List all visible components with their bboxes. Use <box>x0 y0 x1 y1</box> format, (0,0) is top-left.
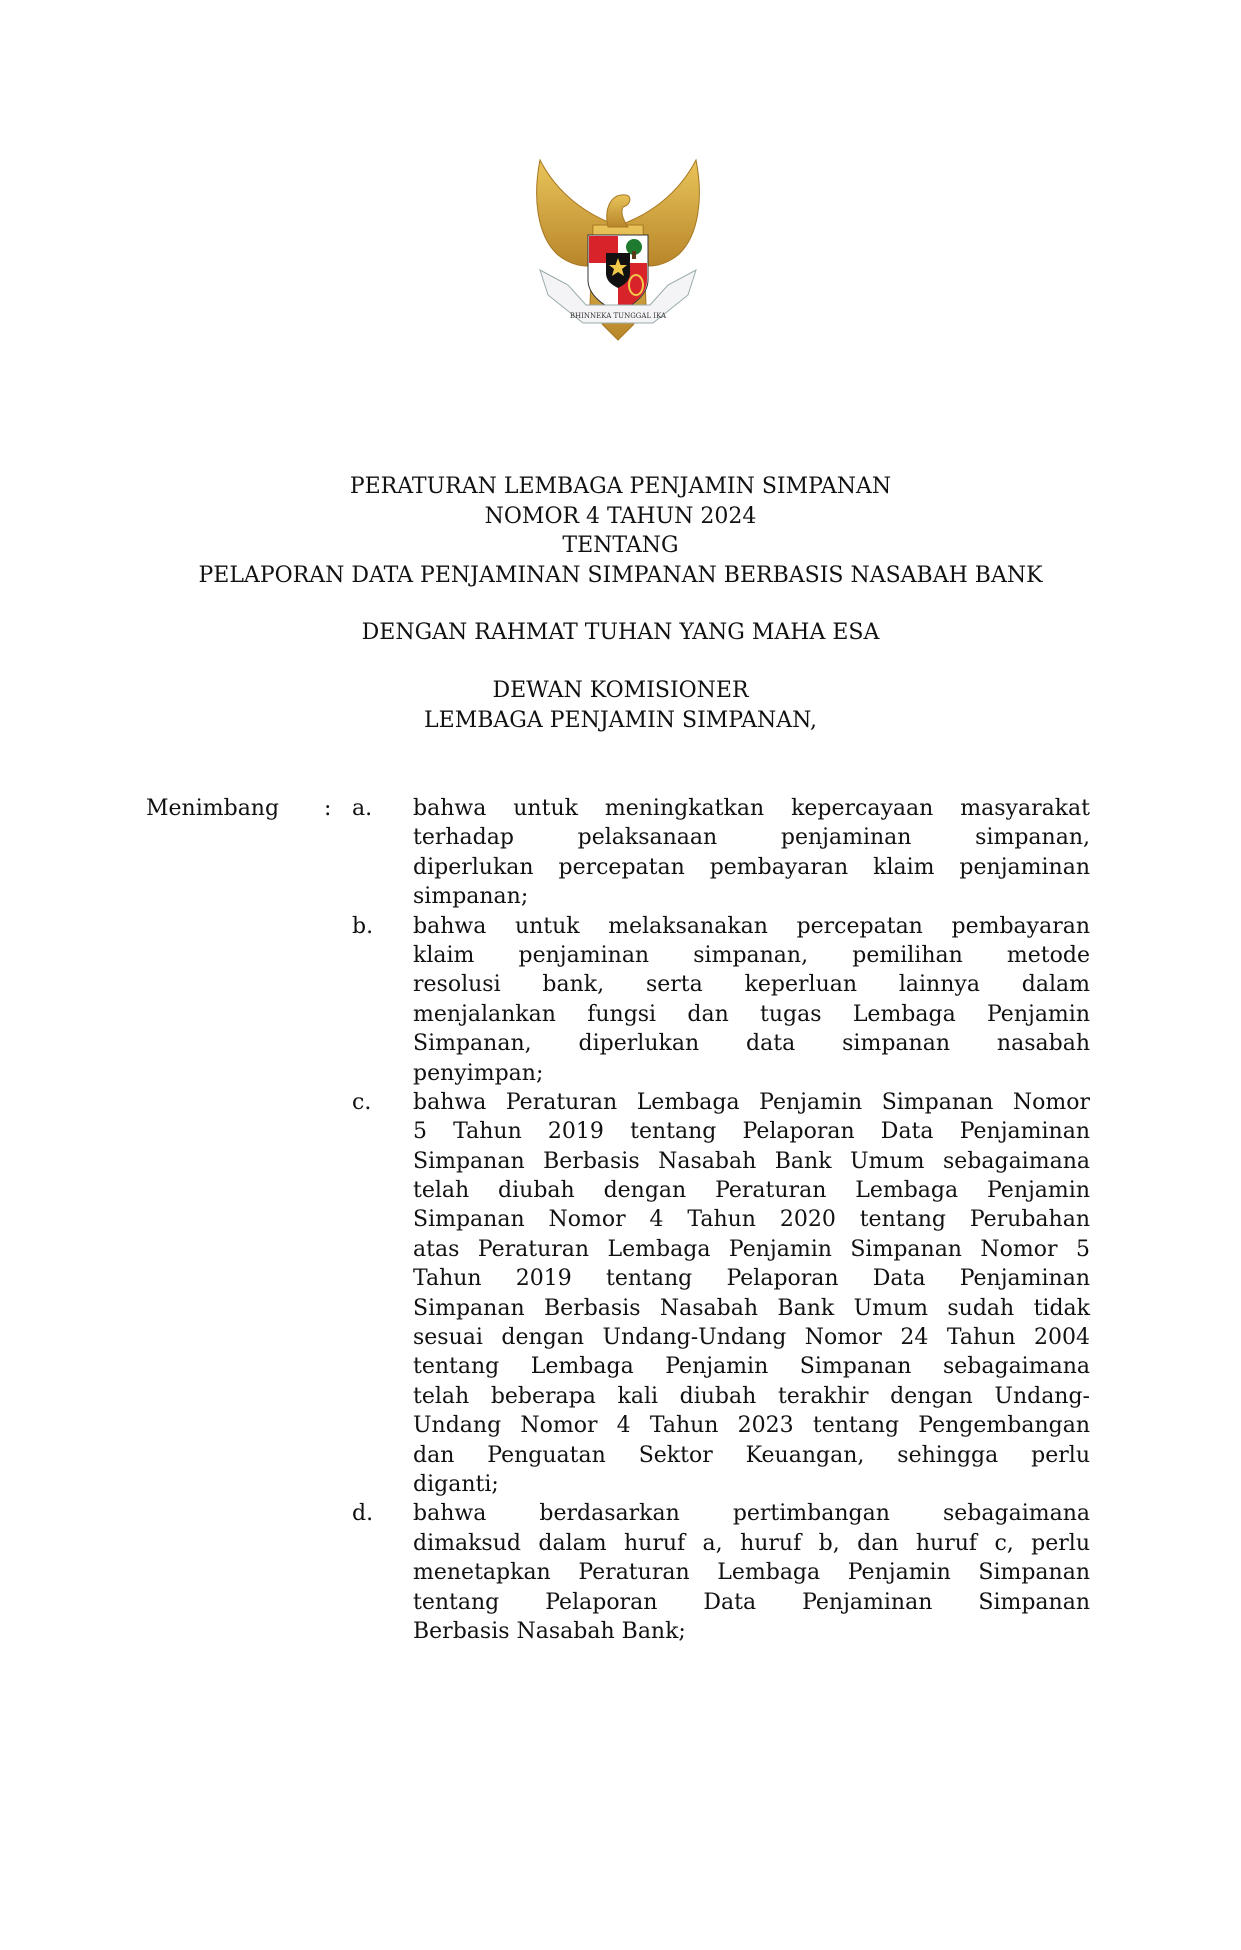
issuer-line-2: LEMBAGA PENJAMIN SIMPANAN, <box>424 707 817 733</box>
item-text-line: Simpanan Berbasis Nasabah Bank Umum sebagaimana <box>413 1148 1090 1174</box>
item-text-line: klaim penjaminan simpanan, pemilihan metode <box>413 942 1090 968</box>
item-text-line: telah diubah dengan Peraturan Lembaga Penjamin <box>413 1178 1090 1204</box>
item-text-line: tentang Lembaga Penjamin Simpanan sebagaimana <box>413 1354 1090 1380</box>
issuer <box>0 676 1241 735</box>
item-text-line: simpanan; <box>413 884 529 910</box>
title-line-2: NOMOR 4 TAHUN 2024 <box>484 503 757 529</box>
item-text-line: menetapkan Peraturan Lembaga Penjamin Simpanan <box>413 1560 1090 1586</box>
item-text-line: bahwa berdasarkan pertimbangan sebagaimana <box>413 1501 1090 1527</box>
issuer-line-1: DEWAN KOMISIONER <box>492 678 749 703</box>
title-line-3: TENTANG <box>562 533 679 558</box>
item-text-line: Simpanan Berbasis Nasabah Bank Umum sudah tidak <box>413 1295 1090 1321</box>
item-text-line: menjalankan fungsi dan tugas Lembaga Penjamin <box>413 1001 1090 1027</box>
item-text-line: atas Peraturan Lembaga Penjamin Simpanan Nomor 5 <box>413 1236 1090 1262</box>
item-text-line: diganti; <box>413 1471 499 1497</box>
item-text-line: penyimpan; <box>413 1060 544 1086</box>
item-text-line: bahwa untuk melaksanakan percepatan pembayaran <box>413 913 1090 939</box>
garuda-pancasila-emblem <box>528 155 708 350</box>
considering-items <box>352 794 1092 1646</box>
item-text-line: Berbasis Nasabah Bank; <box>413 1618 686 1644</box>
item-text-line: dan Penguatan Sektor Keuangan, sehingga perlu <box>413 1442 1090 1468</box>
title-line-1: PERATURAN LEMBAGA PENJAMIN SIMPANAN <box>349 474 892 499</box>
considering-item <box>352 1499 1092 1646</box>
item-body <box>413 1499 1090 1646</box>
item-text-line: diperlukan percepatan pembayaran klaim penjaminan <box>413 854 1090 880</box>
item-text-line: Tahun 2019 tentang Pelaporan Data Penjaminan <box>413 1266 1090 1292</box>
item-text-line: tentang Pelaporan Data Penjaminan Simpanan <box>413 1589 1090 1615</box>
item-text-line: bahwa Peraturan Lembaga Penjamin Simpanan Nomor <box>413 1089 1090 1115</box>
item-text-line: Simpanan, diperlukan data simpanan nasabah <box>413 1031 1090 1057</box>
item-text-line: Undang Nomor 4 Tahun 2023 tentang Pengembangan <box>413 1413 1090 1439</box>
item-text-line: telah beberapa kali diubah terakhir dengan Undang- <box>413 1383 1090 1409</box>
preamble: DENGAN RAHMAT TUHAN YANG MAHA ESA <box>361 620 880 645</box>
considering-item <box>352 912 1092 1088</box>
item-letter: a. <box>352 796 373 821</box>
item-text-line: sesuai dengan Undang-Undang Nomor 24 Tahun 2004 <box>413 1325 1090 1351</box>
item-text-line: bahwa untuk meningkatkan kepercayaan masyarakat <box>413 796 1090 821</box>
regulation-title <box>0 472 1241 590</box>
item-text-line: 5 Tahun 2019 tentang Pelaporan Data Penjaminan <box>413 1119 1090 1145</box>
item-letter: b. <box>352 913 374 939</box>
item-body <box>413 912 1090 1088</box>
item-text-line: Simpanan Nomor 4 Tahun 2020 tentang Perubahan <box>413 1207 1090 1233</box>
item-letter: d. <box>352 1501 374 1527</box>
item-body <box>413 1088 1090 1499</box>
item-text-line: dimaksud dalam huruf a, huruf b, dan huruf c, perlu <box>413 1530 1090 1556</box>
title-line-4: PELAPORAN DATA PENJAMINAN SIMPANAN BERBASIS NASABAH BANK <box>198 562 1043 588</box>
item-text-line: terhadap pelaksanaan penjaminan simpanan, <box>413 825 1090 851</box>
considering-label: Menimbang <box>146 796 280 821</box>
considering-item <box>352 794 1092 912</box>
item-text-line: resolusi bank, serta keperluan lainnya dalam <box>413 972 1090 998</box>
considering-colon: : <box>324 796 332 821</box>
considering-item <box>352 1088 1092 1499</box>
item-letter: c. <box>352 1089 372 1115</box>
item-body <box>413 794 1090 912</box>
motto-text: BHINNEKA TUNGGAL IKA <box>569 312 667 320</box>
